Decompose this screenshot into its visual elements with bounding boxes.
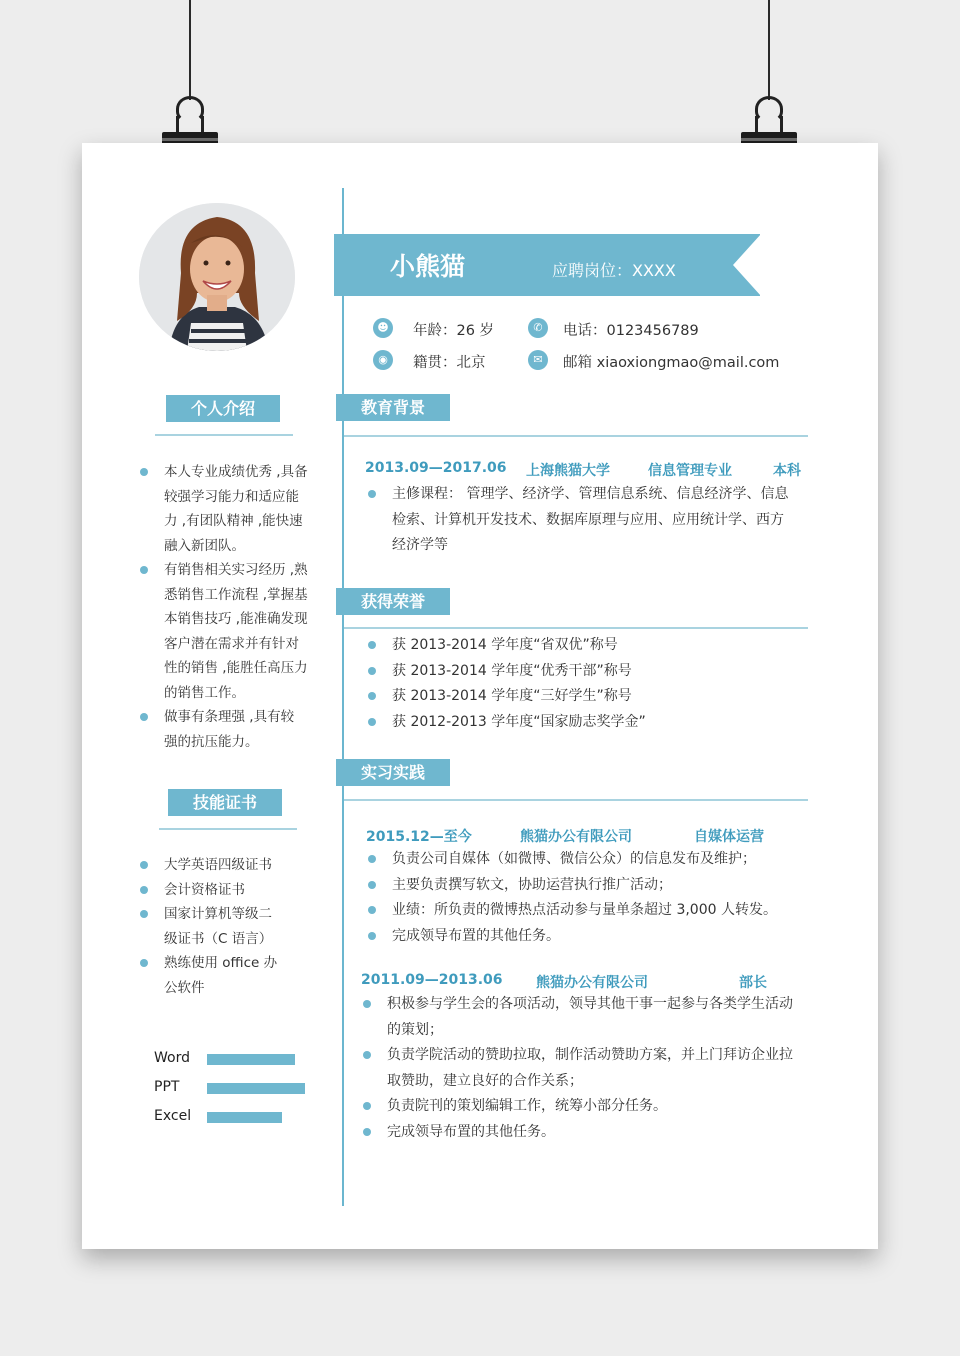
skill-level-bar: [207, 1083, 310, 1094]
user-icon: ☻: [373, 318, 393, 338]
list-item: 有销售相关实习经历 ,熟 悉销售工作流程 ,掌握基 本销售技巧 ,能准确发现 客户潜在需求并有针对 性的销售 ,能胜任高压力 的销售工作。: [138, 558, 318, 705]
job1-company: 熊猫办公有限公司: [520, 829, 632, 845]
age-text: 年龄：26 岁: [413, 323, 495, 339]
job2-role: 部长: [739, 975, 767, 991]
list-item: 负责院刊的策划编辑工作，统筹小部分任务。: [361, 1094, 816, 1120]
hometown-text: 籍贯：北京: [413, 355, 486, 371]
skill-level-bar: [207, 1112, 310, 1123]
candidate-name: 小熊猫: [390, 252, 466, 281]
skill-level-bar: [207, 1054, 310, 1065]
list-item: 积极参与学生会的各项活动，领导其他干事一起参与各类学生活动 的策划；: [361, 992, 816, 1043]
intro-section-title: 个人介绍: [166, 395, 280, 422]
skill-label: Word: [154, 1050, 190, 1066]
skills-section-rule: [159, 828, 297, 830]
education-section-title: 教育背景: [336, 394, 450, 421]
email-text: 邮箱 xiaoxiongmao@mail.com: [563, 355, 780, 371]
list-item: 主修课程： 管理学、经济学、管理信息系统、信息经济学、信息 检索、计算机开发技术、数据库原理与应用、应用统计学、西方 经济学等: [366, 482, 816, 559]
list-item: 国家计算机等级二 级证书（C 语言）: [138, 902, 318, 951]
skill-label: PPT: [154, 1079, 180, 1095]
education-period: 2013.09—2017.06: [365, 460, 507, 476]
list-item: 熟练使用 office 办 公软件: [138, 951, 318, 1000]
job2-duties: [361, 992, 816, 1145]
hanging-wire-right: [768, 0, 770, 100]
education-major: 信息管理专业: [648, 463, 732, 479]
education-school: 上海熊猫大学: [526, 463, 610, 479]
list-item: 获 2013-2014 学年度“省双优”称号: [366, 633, 816, 659]
list-item: 做事有条理强 ,具有较 强的抗压能力。: [138, 705, 318, 754]
honors-list: [366, 633, 816, 735]
certificate-list: [138, 853, 318, 1000]
list-item: 会计资格证书: [138, 878, 318, 903]
location-pin-icon: ◉: [373, 350, 393, 370]
timeline-divider: [342, 188, 344, 1206]
mail-icon: ✉: [528, 350, 548, 370]
education-section-rule: [344, 435, 808, 437]
intro-section-rule: [155, 434, 293, 436]
skill-label: Excel: [154, 1108, 192, 1124]
intro-list: [138, 460, 318, 754]
profile-photo: [139, 203, 295, 351]
job1-period: 2015.12—至今: [366, 829, 472, 845]
practice-section-title: 实习实践: [336, 759, 450, 786]
job-position: 应聘岗位：XXXX: [552, 261, 676, 280]
job2-period: 2011.09—2013.06: [361, 972, 503, 988]
list-item: 获 2013-2014 学年度“三好学生”称号: [366, 684, 816, 710]
job1-duties: [366, 847, 816, 949]
job1-role: 自媒体运营: [694, 829, 764, 845]
phone-text: 电话：0123456789: [563, 323, 699, 339]
skills-section-title: 技能证书: [168, 789, 282, 816]
list-item: 完成领导布置的其他任务。: [366, 924, 816, 950]
list-item: 大学英语四级证书: [138, 853, 318, 878]
job2-company: 熊猫办公有限公司: [536, 975, 648, 991]
name-banner: [334, 234, 760, 296]
list-item: 本人专业成绩优秀 ,具备 较强学习能力和适应能 力 ,有团队精神 ,能快速 融入新团队。: [138, 460, 318, 558]
hanging-wire-left: [189, 0, 191, 100]
list-item: 获 2012-2013 学年度“国家励志奖学金”: [366, 710, 816, 736]
education-courses: [366, 482, 816, 559]
practice-section-rule: [344, 799, 808, 801]
list-item: 主要负责撰写软文，协助运营执行推广活动；: [366, 873, 816, 899]
education-degree: 本科: [773, 463, 801, 479]
honors-section-title: 获得荣誉: [336, 588, 450, 615]
list-item: 负责学院活动的赞助拉取，制作活动赞助方案，并上门拜访企业拉 取赞助，建立良好的合作关系；: [361, 1043, 816, 1094]
resume-sheet: [82, 143, 878, 1249]
list-item: 完成领导布置的其他任务。: [361, 1120, 816, 1146]
honors-section-rule: [344, 627, 808, 629]
banner-notch: [733, 234, 761, 296]
list-item: 业绩：所负责的微博热点活动参与量单条超过 3,000 人转发。: [366, 898, 816, 924]
list-item: 负责公司自媒体（如微博、微信公众）的信息发布及维护；: [366, 847, 816, 873]
list-item: 获 2013-2014 学年度“优秀干部”称号: [366, 659, 816, 685]
phone-icon: ✆: [528, 318, 548, 338]
